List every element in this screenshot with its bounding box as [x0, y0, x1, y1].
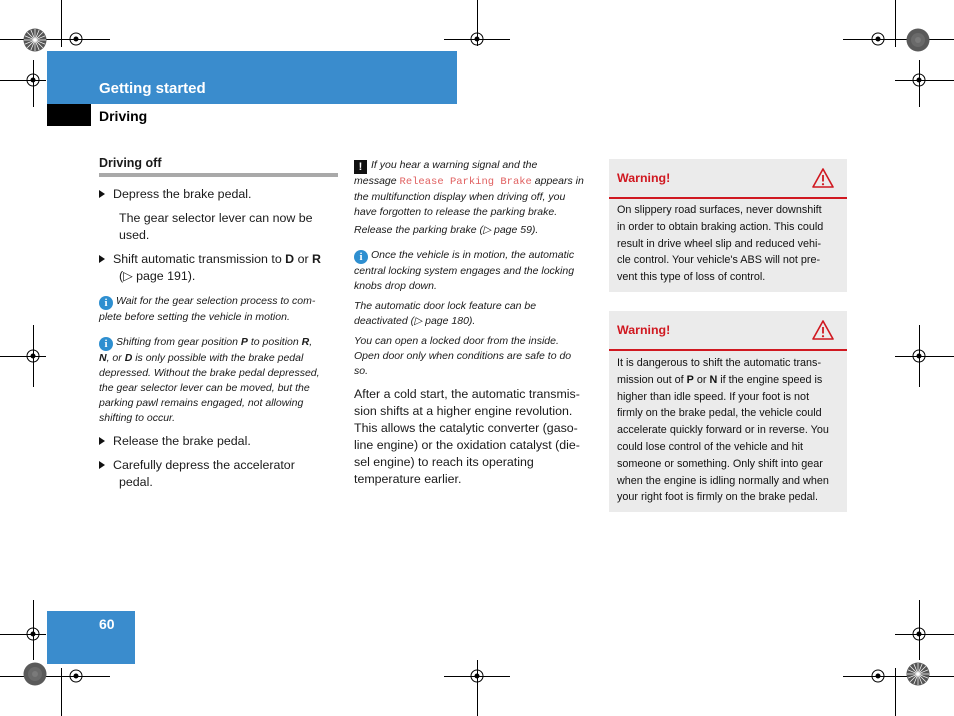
step-item: Shift automatic transmission to D or R (▷ page 191). [99, 251, 321, 285]
section-heading: Driving off [99, 156, 162, 170]
step-item: Depress the brake pedal. [99, 186, 251, 203]
section-subtitle: Driving [99, 108, 148, 124]
info-note: i Once the vehicle is in motion, the automatic central locking system engages and the locking knobs drop down. [354, 249, 575, 292]
info-icon: i [99, 337, 113, 351]
warning-title: Warning! [617, 323, 671, 337]
section-rule [99, 173, 338, 177]
registration-mark-icon [909, 624, 929, 644]
warning-text: It is dangerous to shift the automatic trans- mission out of P or N if the engine speed is higher than idle speed. If your foot is not firmly on the brake pedal, the vehicle could accelerate quickly forward or in reverse. You could lose control of the vehicle and hit someone or something. Only shift into gear when the engine is idling normally and when your right foot is firmly on the brake pedal. [617, 357, 829, 504]
display-message: Release Parking Brake [399, 176, 532, 188]
registration-mark-icon [467, 29, 487, 49]
registration-mark-icon [66, 29, 86, 49]
star-target-icon [23, 28, 47, 52]
exclamation-icon: ! [354, 160, 367, 174]
step-result: The gear selector lever can now be used. [119, 211, 313, 242]
warning-rule [609, 349, 847, 351]
bullet-arrow-icon [99, 437, 105, 445]
registration-mark-icon [909, 346, 929, 366]
warning-triangle-icon [812, 320, 834, 340]
blurred-target-icon [906, 28, 930, 52]
blurred-target-icon [23, 662, 47, 686]
page-number-box [47, 611, 135, 664]
registration-mark-icon [23, 70, 43, 90]
info-note: i Wait for the gear selection process to com- plete before setting the vehicle in motion. [99, 295, 316, 323]
section-tab-marker [47, 104, 91, 126]
registration-mark-icon [23, 624, 43, 644]
note-text: The automatic door lock feature can be deactivated (▷ page 180). [354, 300, 537, 327]
registration-mark-icon [909, 70, 929, 90]
step-item: Release the brake pedal. [99, 433, 251, 450]
warning-title: Warning! [617, 171, 671, 185]
bullet-arrow-icon [99, 461, 105, 469]
note-text: You can open a locked door from the inside. Open door only when conditions are safe to do so. [354, 335, 572, 377]
info-note: i Shifting from gear position P to position R, N, or D is only possible with the brake pedal depressed. Without the brake pedal depressed, the gear selector lever can be moved, but the parking pawl remains engaged, not allowing shifting to occur. [99, 336, 320, 424]
bullet-arrow-icon [99, 255, 105, 263]
registration-mark-icon [467, 666, 487, 686]
registration-mark-icon [868, 29, 888, 49]
warning-triangle-icon [812, 168, 834, 188]
registration-mark-icon [868, 666, 888, 686]
star-target-icon [906, 662, 930, 686]
info-icon: i [99, 296, 113, 310]
warning-box [609, 159, 847, 292]
warning-box [609, 311, 847, 512]
warning-text: On slippery road surfaces, never downshift in order to obtain braking action. This could result in drive wheel slip and reduced vehi- cle control. Your vehicle's ABS will not pre- vent this type of loss of control. [617, 204, 824, 284]
registration-mark-icon [66, 666, 86, 686]
page-number: 60 [99, 616, 115, 632]
paragraph-cold-start: After a cold start, the automatic transmis- sion shifts at a higher engine revolution. This allows the catalytic converter (gaso- line engine) or the oxidation catalyst (die- sel engine) to reach its operating temperature earlier. [354, 387, 580, 486]
info-icon: i [354, 250, 368, 264]
registration-mark-icon [23, 346, 43, 366]
caution-note: ! If you hear a warning signal and the message Release Parking Brake appears in the multifunction display when driving off, you have forgotten to release the parking brake. [354, 159, 584, 218]
note-text: Release the parking brake (▷ page 59). [354, 224, 539, 236]
chapter-title: Getting started [99, 80, 206, 97]
warning-rule [609, 197, 847, 199]
step-item: Carefully depress the accelerator pedal. [99, 457, 295, 491]
bullet-arrow-icon [99, 190, 105, 198]
